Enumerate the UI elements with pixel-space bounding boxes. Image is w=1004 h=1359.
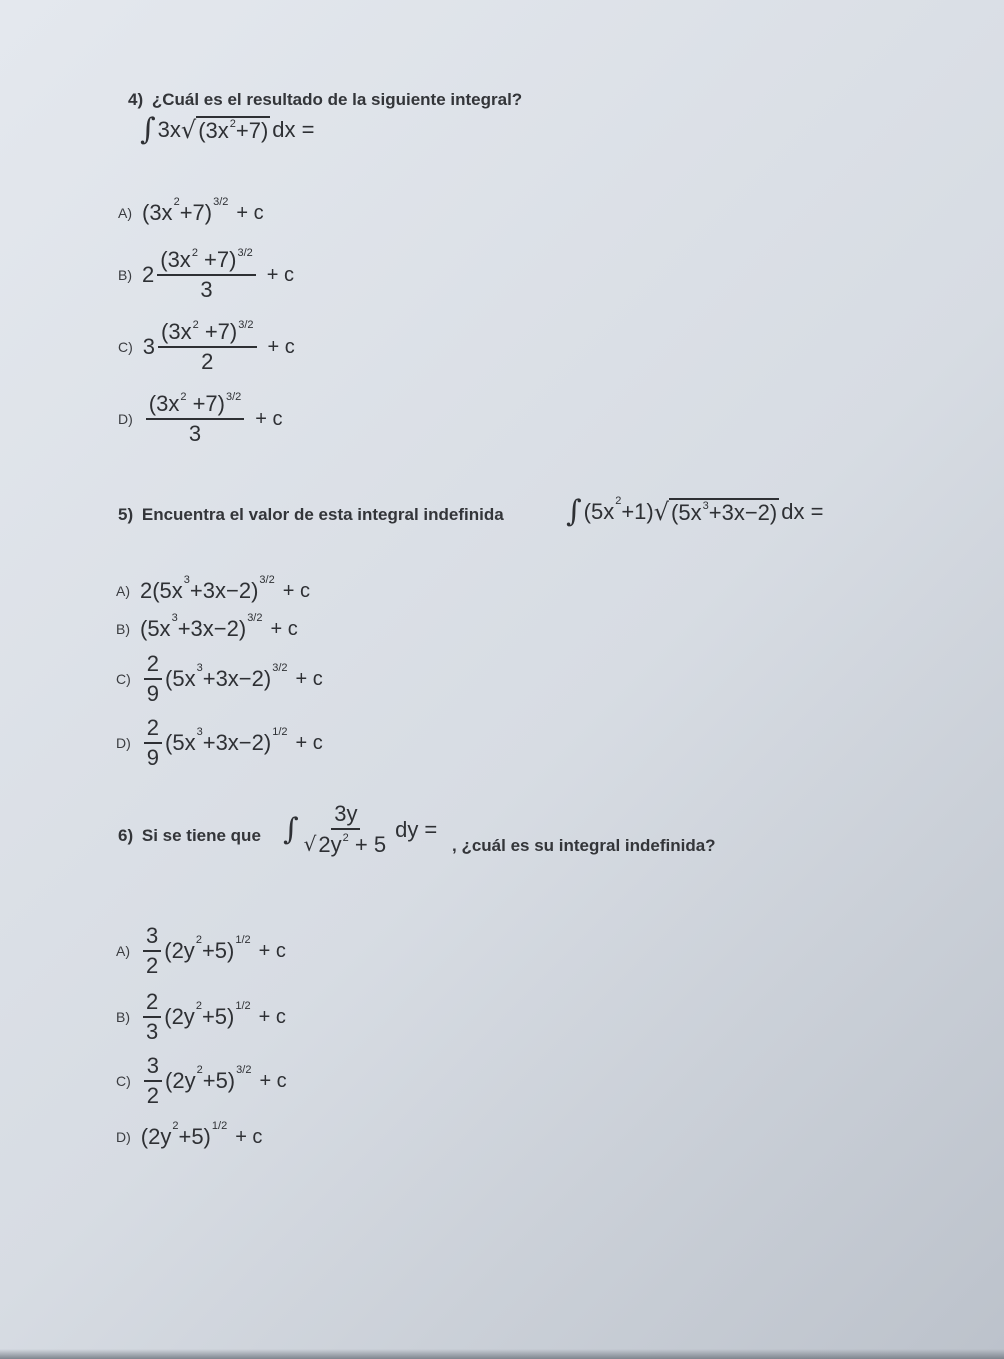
option-expression: (5x 3 +3x−2) 3/2 + c [140, 612, 298, 641]
fraction: $\frac{2}{9}$ [144, 716, 162, 770]
question-number: 5) [118, 505, 134, 524]
question-5-option-a[interactable] [116, 574, 310, 604]
coefficient: 3x [157, 116, 181, 142]
integral-sign: ∫ [140, 112, 156, 147]
option-label: D) [116, 735, 131, 752]
radicand: $2y^2 + 5$ [318, 832, 387, 858]
option-expression: $\frac{2}{9}$ (5x 3 +3x−2) 3/2 + c [141, 652, 323, 706]
option-expression: $\frac{3}{2}$ (2y 2 +5) 3/2 + c [141, 1054, 287, 1108]
integral-expression [283, 802, 437, 857]
question-6-option-b[interactable] [116, 990, 286, 1044]
option-label: C) [116, 1073, 131, 1090]
question-6-prompt [118, 826, 261, 846]
differential: dx = [272, 116, 315, 142]
option-label: A) [116, 943, 130, 960]
question-4-option-a[interactable] [118, 196, 264, 226]
radical-sign: √ [653, 497, 670, 526]
page-bottom-shadow [0, 1349, 1004, 1359]
question-6-option-a[interactable] [116, 924, 286, 978]
option-expression: $\frac{2}{3}$ (2y 2 +5) 1/2 + c [140, 990, 286, 1044]
option-label: B) [116, 1009, 130, 1026]
fraction: $\frac{(3x^2 +7)^{3/2}}{2}$ [158, 320, 257, 374]
option-expression: $\frac{(3x^2 +7)^{3/2}}{3}$ + c [143, 392, 283, 446]
option-label: A) [116, 583, 130, 599]
question-6-option-d[interactable] [116, 1120, 263, 1150]
option-label: D) [118, 411, 133, 428]
question-5-option-c[interactable] [116, 652, 323, 706]
question-6-integral [283, 802, 437, 857]
square-root [181, 116, 270, 144]
question-6-prompt-tail [452, 836, 716, 856]
integral-sign: ∫ [566, 494, 582, 529]
option-label: C) [116, 671, 131, 688]
radicand: $(3x^2+7)$ [198, 117, 269, 143]
option-label: A) [118, 205, 132, 221]
fraction: $\frac{3}{2}$ [143, 924, 161, 978]
option-label: B) [118, 267, 132, 284]
question-4-option-b[interactable] [118, 248, 294, 302]
option-label: B) [116, 621, 130, 637]
question-4-option-c[interactable] [118, 320, 295, 374]
question-6-option-c[interactable] [116, 1054, 287, 1108]
square-root [304, 833, 388, 857]
question-5-integral [566, 494, 823, 529]
question-5-prompt [118, 505, 504, 525]
option-label: C) [118, 339, 133, 356]
differential: dx = [781, 498, 824, 524]
question-number: 6) [118, 826, 134, 845]
question-text: Si se tiene que [141, 826, 261, 845]
question-5-option-b[interactable] [116, 612, 298, 642]
integral-expression: ∫ (5x 2 +1) √ $(5x^3+3x-2)$ dx = [566, 494, 824, 529]
question-4-option-d[interactable] [118, 392, 283, 446]
fraction: $\frac{(3x^2 +7)^{3/2}}{3}$ [146, 392, 245, 446]
fraction: $\frac{3}{2}$ [144, 1054, 162, 1108]
fraction: 3y √ $2y^2 + 5$ [303, 801, 387, 858]
question-number: 4) [128, 90, 144, 109]
integral-expression [140, 112, 315, 147]
option-label: D) [116, 1129, 131, 1145]
question-4-prompt [128, 90, 522, 110]
question-text: Encuentra el valor de esta integral indefinida [141, 505, 504, 524]
question-text: ¿Cuál es el resultado de la siguiente integral? [151, 90, 523, 109]
option-expression: 3 $\frac{(3x^2 +7)^{3/2}}{2}$ + c [142, 319, 295, 375]
question-4-integral [140, 112, 315, 147]
option-expression: (2y 2 +5) 1/2 + c [140, 1120, 263, 1149]
option-expression: $\frac{2}{9}$ (5x 3 +3x−2) 1/2 + c [141, 716, 323, 770]
fraction: $\frac{2}{3}$ [143, 990, 161, 1044]
radical-sign: √ [303, 832, 317, 857]
integral-sign: ∫ [283, 812, 299, 848]
radicand: $(5x^3+3x-2)$ [671, 499, 778, 525]
radical-sign: √ [180, 115, 197, 144]
question-5-option-d[interactable] [116, 716, 323, 770]
question-text: , ¿cuál es su integral indefinida? [452, 836, 716, 855]
differential: dy = [395, 816, 438, 842]
fraction: $\frac{2}{9}$ [144, 652, 162, 706]
option-expression: $\frac{3}{2}$ (2y 2 +5) 1/2 + c [140, 924, 286, 978]
option-expression: (3x 2 +7) 3/2 + c [142, 196, 264, 225]
fraction: $\frac{(3x^2 +7)^{3/2}}{3}$ [157, 248, 256, 302]
option-expression: 2 $\frac{(3x^2 +7)^{3/2}}{3}$ + c [142, 247, 295, 303]
option-expression: 2(5x 3 +3x−2) 3/2 + c [140, 574, 310, 603]
square-root [654, 498, 779, 526]
